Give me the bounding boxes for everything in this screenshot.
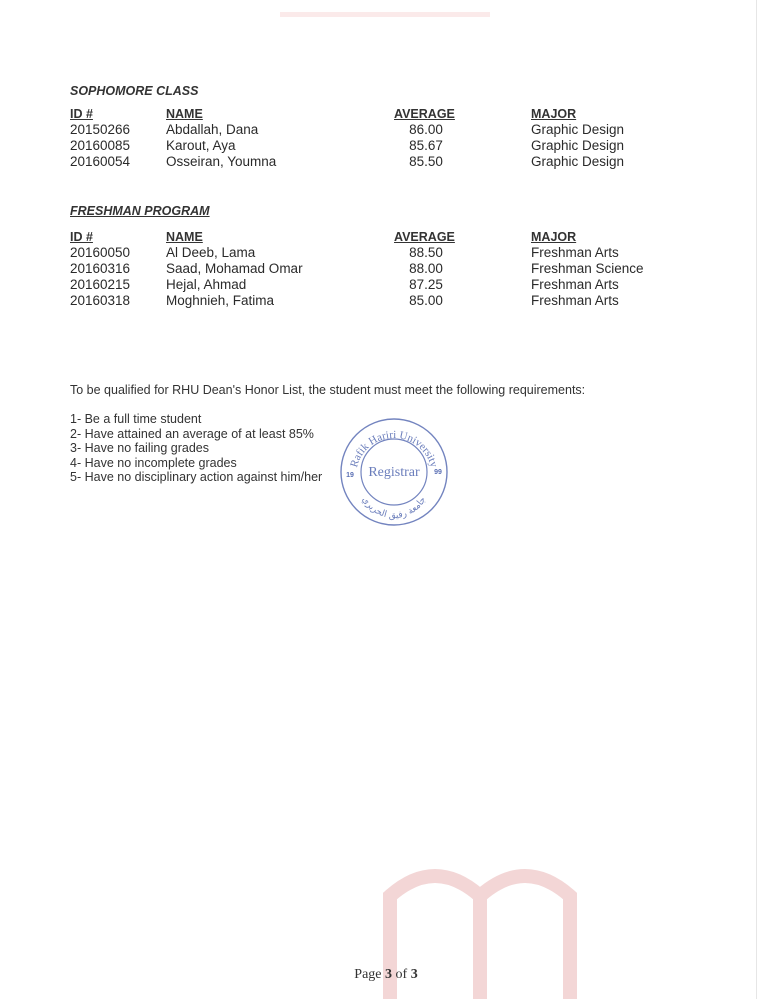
table-row [0,138,772,154]
student-average: 85.67 [409,138,443,153]
stamp-bottom-text: جامعة رفيق الحريري [359,495,429,522]
student-average: 88.00 [409,261,443,276]
stamp-arc-text: Rafik Hariri University [348,428,440,469]
student-average: 88.50 [409,245,443,260]
student-major: Graphic Design [531,122,625,137]
table-row [0,122,772,138]
student-major: Graphic Design [531,154,625,169]
student-average: 86.00 [409,122,443,137]
stamp-year-right: 99 [434,469,442,476]
student-id: 20160318 [70,293,131,308]
student-name: Saad, Mohamad Omar [166,261,303,276]
student-name: Moghnieh, Fatima [166,293,275,308]
student-name: Abdallah, Dana [166,122,259,137]
student-name: Al Deeb, Lama [166,245,256,260]
student-name: Hejal, Ahmad [166,277,247,292]
header-name: NAME [166,107,203,121]
page-current: 3 [385,967,393,982]
student-name: Karout, Aya [166,138,236,153]
student-major: Freshman Arts [531,277,619,292]
freshman-section-title: FRESHMAN PROGRAM [70,204,210,218]
header-name: NAME [166,230,203,244]
header-average: AVERAGE [394,230,455,244]
requirements-intro: To be qualified for RHU Dean's Honor List, the student must meet the following requirements: [70,383,586,397]
registrar-stamp [336,416,452,528]
page-total: 3 [410,967,418,982]
student-id: 20160215 [70,277,131,292]
requirement-item: 5- Have no disciplinary action against him/her [70,470,323,484]
table-row [0,293,772,309]
student-average: 87.25 [409,277,443,292]
student-name: Osseiran, Youmna [166,154,277,169]
header-major: MAJOR [531,107,577,121]
page-of: of [395,967,408,982]
table-row [0,154,772,170]
requirement-item: 3- Have no failing grades [70,441,209,455]
student-major: Freshman Science [531,261,644,276]
header-average: AVERAGE [394,107,455,121]
sophomore-section-title: SOPHOMORE CLASS [70,84,199,98]
student-id: 20160054 [70,154,131,169]
student-major: Freshman Arts [531,293,619,308]
table-row [0,277,772,293]
header-id: ID # [70,107,93,121]
student-id: 20160316 [70,261,131,276]
freshman-table-header [0,230,772,246]
page-label: Page [354,967,382,982]
student-id: 20160085 [70,138,131,153]
requirement-item: 4- Have no incomplete grades [70,455,237,470]
header-major: MAJOR [531,230,577,244]
stamp-year-left: 19 [346,472,354,479]
student-id: 20150266 [70,122,131,137]
page-number [0,967,772,983]
student-average: 85.50 [409,154,443,169]
faded-header-remnant [280,8,490,22]
table-row [0,245,772,261]
stamp-center-text: Registrar [368,465,420,480]
header-id: ID # [70,230,93,244]
student-major: Freshman Arts [531,245,619,260]
student-major: Graphic Design [531,138,625,153]
requirements-list [70,412,322,485]
table-row [0,261,772,277]
requirement-item: 2- Have attained an average of at least 85% [70,426,314,441]
student-average: 85.00 [409,293,443,308]
requirement-item: 1- Be a full time student [70,412,202,426]
student-id: 20160050 [70,245,131,260]
sophomore-table-header [0,107,772,123]
